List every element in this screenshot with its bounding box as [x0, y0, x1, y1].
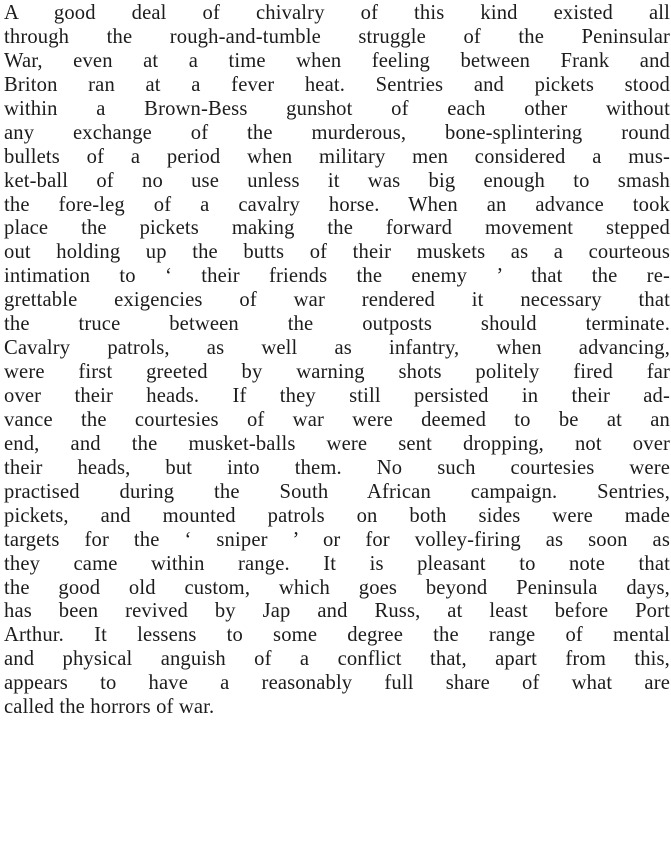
- text-line: Arthur. It lessens to some degree the range of mental: [4, 624, 670, 647]
- text-line: bullets of a period when military men considered a mus-: [4, 145, 670, 168]
- text-line: intimation to ‘ their friends the enemy ’ that the re-: [4, 265, 670, 288]
- text-line: over their heads. If they still persisted in their ad-: [4, 385, 670, 407]
- text-line: grettable exigencies of war rendered it necessary that: [4, 289, 670, 312]
- text-line: targets for the ‘ sniper ’ or for volley-firing as soon as: [4, 528, 670, 551]
- text-line: A good deal of chivalry of this kind existed all: [4, 2, 670, 24]
- text-line: Cavalry patrols, as well as infantry, when advancing,: [4, 337, 670, 360]
- text-line: place the pickets making the forward movement stepped: [4, 217, 670, 240]
- text-line: the fore-leg of a cavalry horse. When an advance took: [4, 193, 670, 216]
- text-line: Briton ran at a fever heat. Sentries and pickets stood: [4, 73, 670, 96]
- text-line: pickets, and mounted patrols on both sides were made: [4, 504, 670, 527]
- text-line: and physical anguish of a conflict that, apart from this,: [4, 648, 670, 671]
- text-line: the good old custom, which goes beyond Peninsula days,: [4, 576, 670, 599]
- text-line: practised during the South African campaign. Sentries,: [4, 480, 670, 503]
- text-line: end, and the musket-balls were sent dropping, not over: [4, 432, 670, 455]
- text-line: out holding up the butts of their muskets as a courteous: [4, 241, 670, 264]
- text-line: the truce between the outposts should terminate.: [4, 313, 670, 336]
- text-line: within a Brown-Bess gunshot of each other without: [4, 97, 670, 120]
- text-line: were first greeted by warning shots politely fired far: [4, 361, 670, 384]
- text-line: has been revived by Jap and Russ, at least before Port: [4, 600, 670, 623]
- text-line-final: called the horrors of war.: [4, 696, 215, 719]
- text-line: they came within range. It is pleasant to note that: [4, 552, 670, 575]
- text-line: appears to have a reasonably full share of what are: [4, 672, 670, 695]
- text-line: their heads, but into them. No such courtesies were: [4, 456, 670, 479]
- article-body: [4, 2, 670, 720]
- text-line: any exchange of the murderous, bone-splintering round: [4, 121, 670, 144]
- text-line: War, even at a time when feeling between Frank and: [4, 49, 670, 72]
- text-line: vance the courtesies of war were deemed to be at an: [4, 408, 670, 431]
- text-line: ket-ball of no use unless it was big enough to smash: [4, 169, 670, 192]
- text-line: through the rough-and-tumble struggle of the Peninsular: [4, 25, 670, 48]
